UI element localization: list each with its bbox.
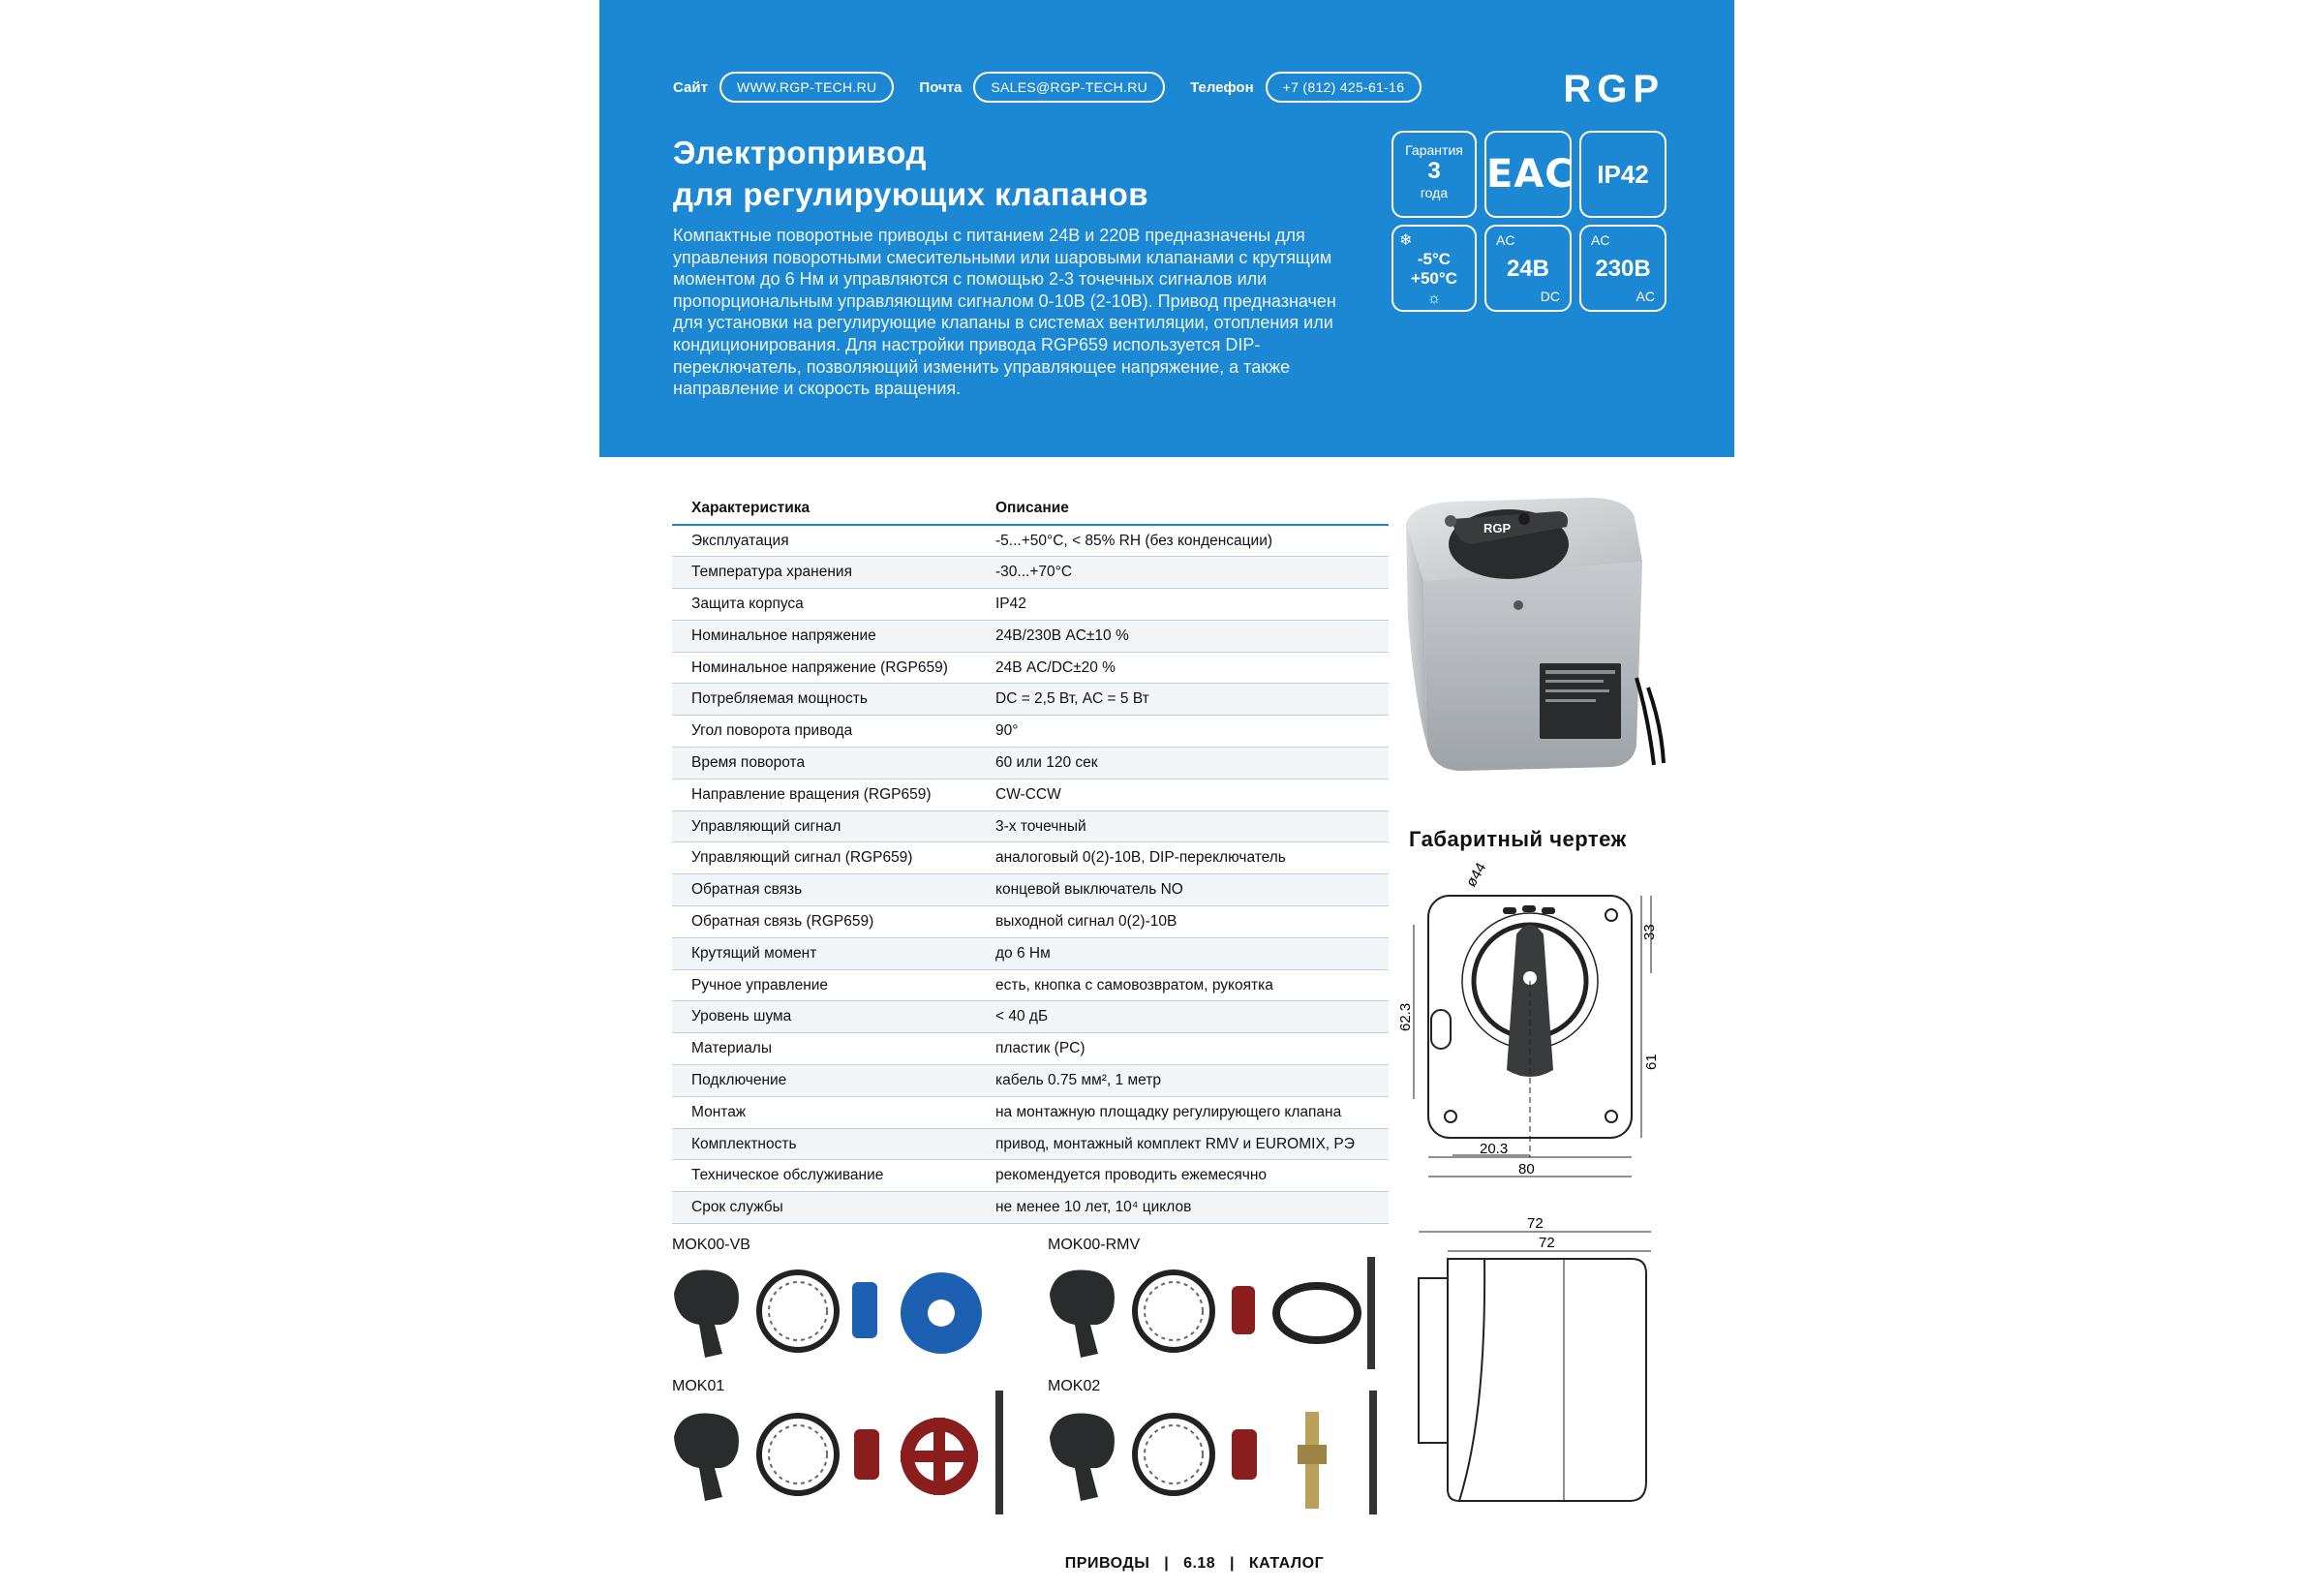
cell-description: рекомендуется проводить ежемесячно xyxy=(976,1160,1389,1192)
phone-label: Телефон xyxy=(1190,78,1254,96)
table-row xyxy=(672,1192,1389,1224)
dim-62-3: 62.3 xyxy=(1397,1002,1414,1031)
kit-label-mok01: MOK01 xyxy=(672,1378,725,1394)
page-title xyxy=(673,132,1148,215)
cell-description: кабель 0.75 мм², 1 метр xyxy=(976,1065,1389,1097)
kit-label-mok02: MOK02 xyxy=(1048,1378,1101,1394)
cell-characteristic: Время поворота xyxy=(672,748,976,780)
svg-text:RGP: RGP xyxy=(1483,521,1512,535)
spec-table-header xyxy=(672,492,1389,525)
kit-label-mok00-rmv: MOK00-RMV xyxy=(1048,1237,1141,1253)
cell-characteristic: Направление вращения (RGP659) xyxy=(672,779,976,810)
table-row xyxy=(672,1096,1389,1128)
eac-mark: EAC xyxy=(1486,152,1575,197)
header-banner xyxy=(599,0,1734,457)
dimension-drawing-side xyxy=(1409,1215,1670,1511)
table-row xyxy=(672,748,1389,780)
column-header-description: Описание xyxy=(995,499,1069,516)
dim-72-inner: 72 xyxy=(1539,1235,1555,1251)
kit-parts-mok02 xyxy=(1048,1391,1396,1516)
kit-parts-mok00-rmv xyxy=(1048,1255,1396,1371)
table-row xyxy=(672,525,1389,557)
table-row xyxy=(672,842,1389,874)
dim-d44: ø44 xyxy=(1462,860,1490,890)
table-row xyxy=(672,1001,1389,1033)
cell-characteristic: Управляющий сигнал (RGP659) xyxy=(672,842,976,874)
cell-characteristic: Управляющий сигнал xyxy=(672,810,976,842)
spec-table xyxy=(672,492,1389,1224)
footer-section: ПРИВОДЫ xyxy=(1064,1555,1150,1572)
cell-description: IP42 xyxy=(976,589,1389,621)
voltage-230-badge xyxy=(1579,225,1667,312)
contacts-bar xyxy=(673,72,1447,103)
dim-20-3: 20.3 xyxy=(1480,1141,1509,1157)
v24-bottom: DC xyxy=(1540,289,1560,304)
cell-description: CW-CCW xyxy=(976,779,1389,810)
column-header-characteristic: Характеристика xyxy=(691,499,810,516)
cell-description: -30...+70°С xyxy=(976,557,1389,589)
eac-badge xyxy=(1484,131,1575,218)
table-row xyxy=(672,810,1389,842)
cell-description: концевой выключатель NO xyxy=(976,874,1389,906)
table-row xyxy=(672,652,1389,684)
warranty-top: Гарантия xyxy=(1405,142,1463,158)
kit-parts-mok01 xyxy=(672,1391,1021,1516)
drawing-title: Габаритный чертеж xyxy=(1409,827,1627,851)
table-row xyxy=(672,969,1389,1001)
v230-top: AC xyxy=(1591,232,1610,248)
cell-description: аналоговый 0(2)-10В, DIP-переключатель xyxy=(976,842,1389,874)
v230-bottom: AC xyxy=(1636,289,1655,304)
v24-main: 24В xyxy=(1506,256,1550,282)
dim-33: 33 xyxy=(1641,924,1658,940)
dim-61: 61 xyxy=(1643,1054,1660,1070)
table-row xyxy=(672,620,1389,652)
cell-description: на монтажную площадку регулирующего клапана xyxy=(976,1096,1389,1128)
cell-characteristic: Крутящий момент xyxy=(672,937,976,969)
site-link[interactable]: WWW.RGP-TECH.RU xyxy=(719,72,894,103)
footer-catalog: КАТАЛОГ xyxy=(1248,1555,1325,1572)
voltage-24-badge xyxy=(1484,225,1572,312)
footer-divider-2: | xyxy=(1215,1555,1249,1572)
footer-page-number: 6.18 xyxy=(1183,1555,1216,1572)
cell-characteristic: Уровень шума xyxy=(672,1001,976,1033)
cell-characteristic: Обратная связь xyxy=(672,874,976,906)
ip-rating: IP42 xyxy=(1597,160,1649,189)
actuator-photo xyxy=(1394,484,1685,775)
cell-description: 60 или 120 сек xyxy=(976,748,1389,780)
phone-link[interactable]: +7 (812) 425-61-16 xyxy=(1266,72,1422,103)
cell-description: 24В/230В AC±10 % xyxy=(976,620,1389,652)
cell-characteristic: Материалы xyxy=(672,1033,976,1065)
title-line-2: для регулирующих клапанов xyxy=(673,176,1149,212)
table-row xyxy=(672,1065,1389,1097)
cell-characteristic: Монтаж xyxy=(672,1096,976,1128)
v230-main: 230В xyxy=(1595,256,1651,282)
sun-icon: ☼ xyxy=(1426,290,1442,307)
cell-characteristic: Угол поворота привода xyxy=(672,716,976,748)
ip-badge xyxy=(1579,131,1667,218)
table-row xyxy=(672,1160,1389,1192)
cell-characteristic: Потребляемая мощность xyxy=(672,684,976,716)
table-row xyxy=(672,779,1389,810)
temp-high: +50°C xyxy=(1411,269,1457,288)
cell-characteristic: Номинальное напряжение xyxy=(672,620,976,652)
page-footer xyxy=(1046,1538,1324,1590)
table-row xyxy=(672,906,1389,938)
cell-description: есть, кнопка с самовозвратом, рукоятка xyxy=(976,969,1389,1001)
temperature-badge xyxy=(1391,225,1477,312)
v24-top: AC xyxy=(1496,232,1515,248)
dim-72-outer: 72 xyxy=(1527,1215,1544,1232)
cell-characteristic: Защита корпуса xyxy=(672,589,976,621)
warranty-num: 3 xyxy=(1427,158,1441,184)
cell-characteristic: Обратная связь (RGP659) xyxy=(672,906,976,938)
cell-description: 24В AC/DC±20 % xyxy=(976,652,1389,684)
cell-description: 90° xyxy=(976,716,1389,748)
site-label: Сайт xyxy=(673,78,708,96)
table-row xyxy=(672,1128,1389,1160)
warranty-badge xyxy=(1391,131,1477,218)
product-description: Компактные поворотные приводы с питанием 24В и 220В предназначены для управления поворотными смесительными или шаровыми клапанами с крутящим моментом до 6 Нм и управляются с помощью 2-3 точечных сигналов или пропорциональным управляющим сигналом 0-10В (2-10В). Привод предназначен для установки на регулирующие клапаны в системах вентиляции, отопления или кондиционирования. Для настройки привода RGP659 используется DIP-переключатель, позволяющий изменить управляющее напряжение, а также направление и скорость вращения. xyxy=(673,226,1336,399)
cell-description: не менее 10 лет, 10⁴ циклов xyxy=(976,1192,1389,1224)
table-row xyxy=(672,874,1389,906)
cell-characteristic: Номинальное напряжение (RGP659) xyxy=(672,652,976,684)
table-row xyxy=(672,589,1389,621)
cell-characteristic: Срок службы xyxy=(672,1192,976,1224)
dim-80: 80 xyxy=(1518,1161,1535,1177)
snowflake-icon: ❄ xyxy=(1399,232,1413,249)
title-line-1: Электропривод xyxy=(673,135,927,170)
cell-description: DC = 2,5 Вт, AC = 5 Вт xyxy=(976,684,1389,716)
cell-description: -5...+50°С, < 85% RH (без конденсации) xyxy=(976,525,1389,557)
warranty-bottom: года xyxy=(1420,185,1449,200)
cell-characteristic: Подключение xyxy=(672,1065,976,1097)
cell-description: 3-х точечный xyxy=(976,810,1389,842)
mail-link[interactable]: SALES@RGP-TECH.RU xyxy=(973,72,1165,103)
table-row xyxy=(672,716,1389,748)
cell-description: привод, монтажный комплект RMV и EUROMIX, РЭ xyxy=(976,1128,1389,1160)
table-row xyxy=(672,937,1389,969)
cell-characteristic: Ручное управление xyxy=(672,969,976,1001)
cell-characteristic: Температура хранения xyxy=(672,557,976,589)
cell-description: < 40 дБ xyxy=(976,1001,1389,1033)
cell-description: пластик (PC) xyxy=(976,1033,1389,1065)
cell-description: выходной сигнал 0(2)-10В xyxy=(976,906,1389,938)
cell-description: до 6 Нм xyxy=(976,937,1389,969)
footer-divider: | xyxy=(1149,1555,1184,1572)
table-row xyxy=(672,1033,1389,1065)
table-row xyxy=(672,557,1389,589)
temp-low: -5°C xyxy=(1417,250,1452,268)
cell-characteristic: Эксплуатация xyxy=(672,525,976,557)
kit-label-mok00-vb: MOK00-VB xyxy=(672,1237,750,1253)
cell-characteristic: Комплектность xyxy=(672,1128,976,1160)
mail-label: Почта xyxy=(919,78,963,96)
dimension-drawing-top xyxy=(1394,860,1685,1186)
kit-parts-mok00-vb xyxy=(672,1265,992,1361)
rgp-logo: RGP xyxy=(1563,68,1665,110)
cell-characteristic: Техническое обслуживание xyxy=(672,1160,976,1192)
table-row xyxy=(672,684,1389,716)
